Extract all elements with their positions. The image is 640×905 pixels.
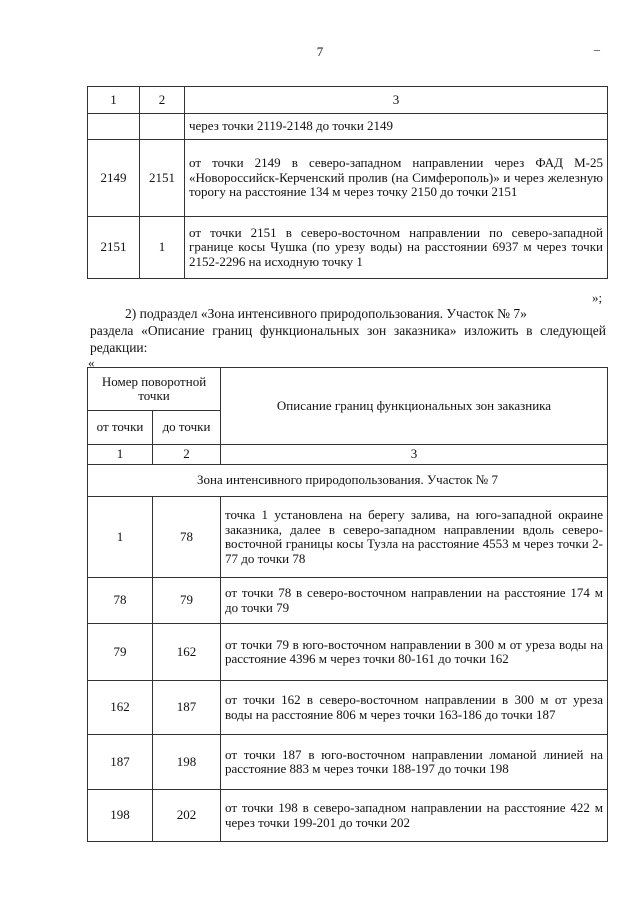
from-point-header: от точки (88, 411, 153, 445)
table-row (88, 114, 608, 140)
table-row (88, 578, 608, 624)
column-number-1: 1 (88, 445, 153, 465)
header-col-1: 1 (88, 87, 140, 114)
to-point-cell: 162 (153, 624, 221, 681)
table-header-row (88, 368, 608, 411)
point-number-group-header: Номер поворотной точки (88, 368, 221, 411)
description-cell: от точки 187 в юго-восточном направлении ломаной линией на расстояние 883 м через точки 188-197 до точки 198 (221, 735, 608, 790)
column-number-3: 3 (221, 445, 608, 465)
table-row (88, 735, 608, 790)
to-point-cell: 2151 (140, 140, 185, 217)
from-point-cell: 187 (88, 735, 153, 790)
table-row (88, 790, 608, 842)
page-dash: – (594, 42, 600, 56)
to-point-cell: 198 (153, 735, 221, 790)
to-point-cell: 187 (153, 681, 221, 735)
table-zone-7 (87, 367, 608, 842)
description-header: Описание границ функциональных зон заказника (221, 368, 608, 445)
from-point-cell: 2151 (88, 217, 140, 279)
description-cell: от точки 78 в северо-восточном направлении на расстояние 174 м до точки 79 (221, 578, 608, 624)
from-point-cell: 1 (88, 497, 153, 578)
table-row (88, 217, 608, 279)
description-cell: точка 1 установлена на берегу залива, на юго-западной окраине заказника, далее в северо-западном направлении вдоль северо-восточной границы косы Тузла на расстояние 4553 м через точки 2-77 до точки 78 (221, 497, 608, 578)
to-point-header: до точки (153, 411, 221, 445)
table-row (88, 140, 608, 217)
header-col-3: 3 (185, 87, 608, 114)
description-cell: от точки 162 в северо-восточном направлении в 300 м от уреза воды на расстояние 806 м через точки 163-186 до точки 187 (221, 681, 608, 735)
column-number-2: 2 (153, 445, 221, 465)
description-cell: от точки 2149 в северо-западном направлении через ФАД М-25 «Новороссийск-Керченский пролив (на Симферополь)» и через железную торогу на расстояние 134 м через точку 2150 до точки 2151 (185, 140, 608, 217)
table-header-row (88, 87, 608, 114)
header-col-2: 2 (140, 87, 185, 114)
to-point-cell: 1 (140, 217, 185, 279)
table-row (88, 681, 608, 735)
page-number: 7 (316, 44, 324, 59)
section-title: Зона интенсивного природопользования. Участок № 7 (88, 465, 608, 497)
description-cell: от точки 2151 в северо-восточном направлении по северо-западной границе косы Чушка (по урезу воды) на расстоянии 6937 м через точки 2152-2296 на исходную точку 1 (185, 217, 608, 279)
from-point-cell (88, 114, 140, 140)
opening-quote: « (88, 355, 95, 370)
from-point-cell: 78 (88, 578, 153, 624)
closing-quote: »; (592, 290, 603, 305)
table-previous-section (87, 86, 608, 279)
table-row (88, 497, 608, 578)
section-title-row (88, 465, 608, 497)
description-cell: от точки 198 в северо-западном направлении на расстояние 422 м через точки 199-201 до точки 202 (221, 790, 608, 842)
from-point-cell: 162 (88, 681, 153, 735)
from-point-cell: 2149 (88, 140, 140, 217)
column-number-row (88, 445, 608, 465)
from-point-cell: 79 (88, 624, 153, 681)
from-point-cell: 198 (88, 790, 153, 842)
table-row (88, 624, 608, 681)
paragraph-line-2: раздела «Описание границ функциональных зон заказника» изложить в следующей редакции: (90, 323, 606, 355)
description-cell: от точки 79 в юго-восточном направлении в 300 м от уреза воды на расстояние 4396 м через точки 80-161 до точки 162 (221, 624, 608, 681)
description-cell: через точки 2119-2148 до точки 2149 (185, 114, 608, 140)
to-point-cell: 202 (153, 790, 221, 842)
to-point-cell: 79 (153, 578, 221, 624)
paragraph-line-1: 2) подраздел «Зона интенсивного природопользования. Участок № 7» (125, 306, 527, 321)
to-point-cell: 78 (153, 497, 221, 578)
to-point-cell (140, 114, 185, 140)
